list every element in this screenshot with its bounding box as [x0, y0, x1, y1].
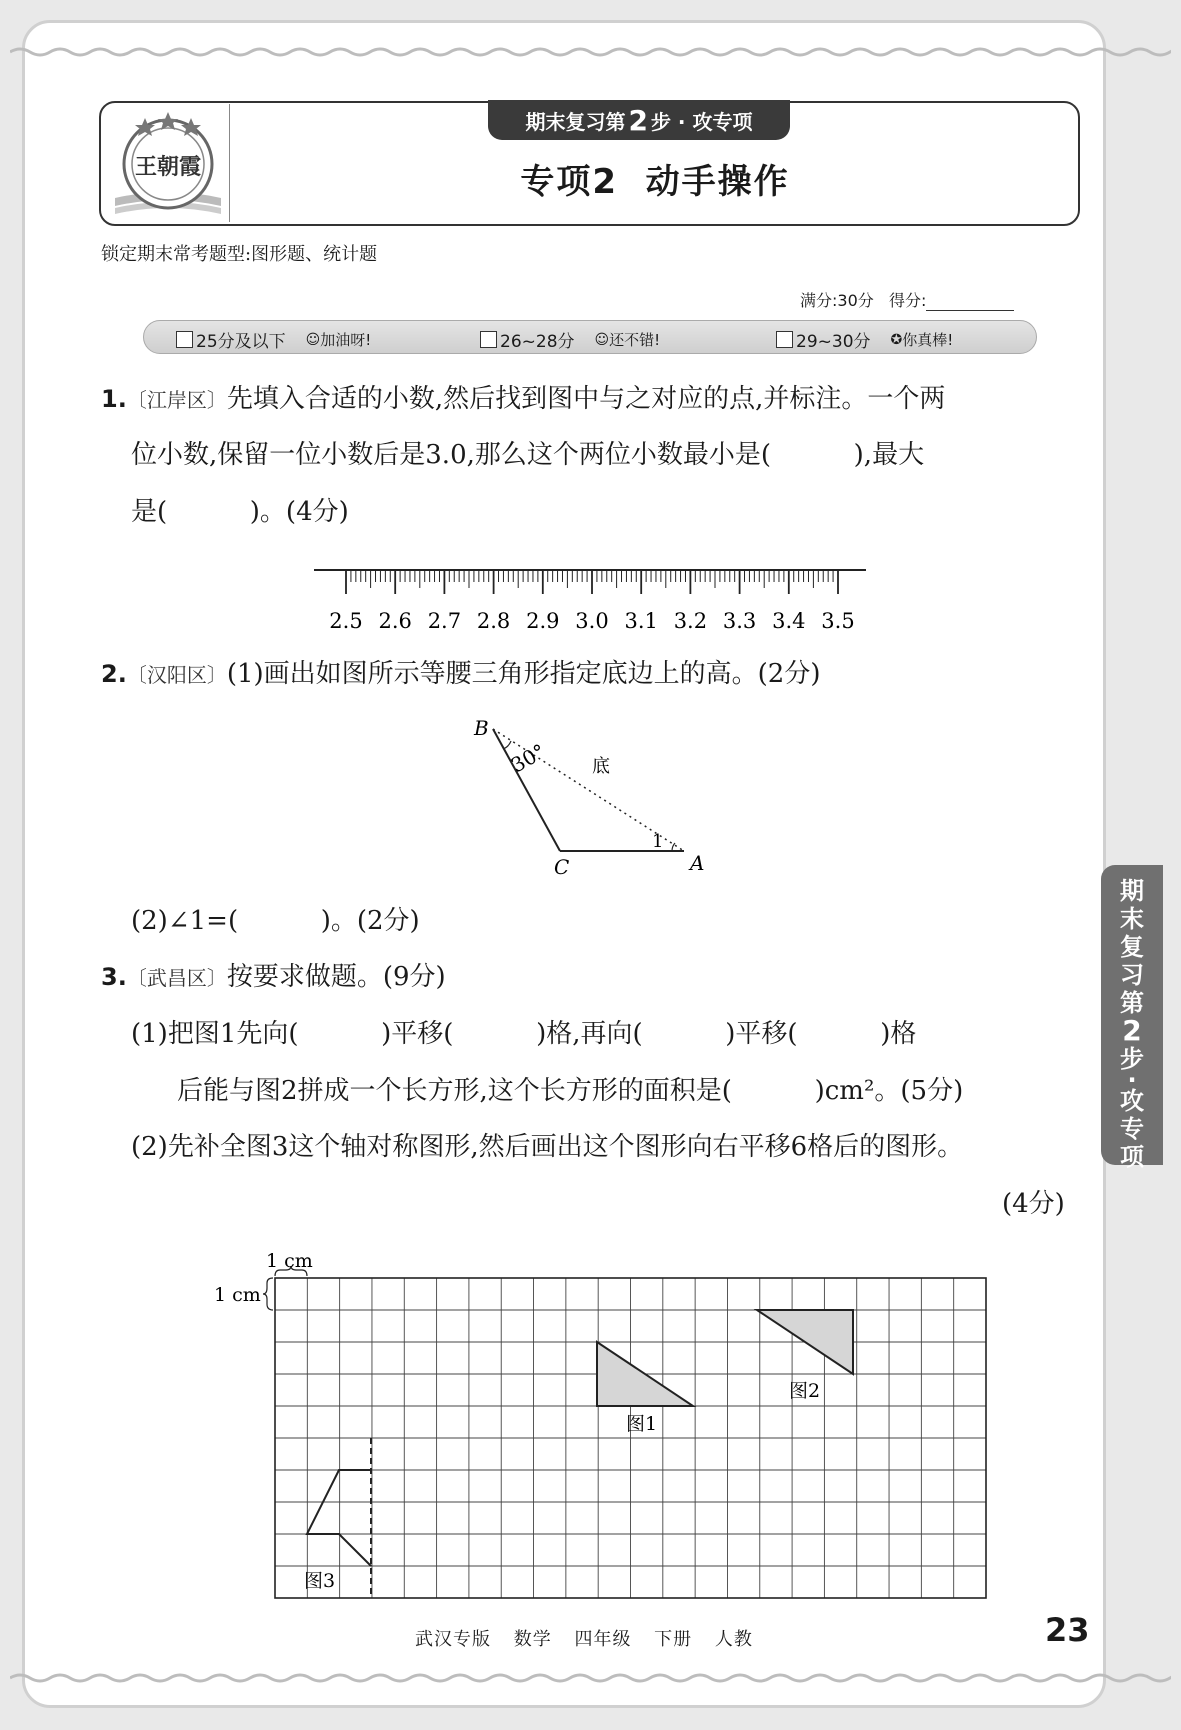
angle-B-label: 30°: [506, 738, 550, 778]
figure-2-label: 图2: [789, 1380, 821, 1402]
q1-text1: 先填入合适的小数,然后找到图中与之对应的点,并标注。一个两: [226, 384, 946, 414]
star-icon: ✪: [890, 331, 903, 348]
figure-1-label: 图1: [626, 1413, 658, 1435]
ruler-tick-label: 3.4: [772, 609, 806, 633]
q3-text1: 按要求做题。(9分): [226, 962, 446, 992]
q3-line2: (1)把图1先向( )平移( )格,再向( )平移( )格: [131, 1019, 917, 1049]
q3-number: 3.: [101, 963, 127, 991]
ruler-labels: [329, 609, 854, 633]
rating-comment: 你真棒!: [902, 331, 954, 349]
side-tab-char: ·: [1127, 1066, 1137, 1094]
rating-checkbox[interactable]: [480, 331, 497, 348]
rating-checkbox[interactable]: [176, 331, 193, 348]
q1-line3: 是( )。(4分): [131, 497, 349, 527]
q2-text1: (1)画出如图所示等腰三角形指定底边上的高。(2分): [226, 659, 821, 689]
page-number: 23: [1045, 1611, 1090, 1649]
grid-figure: [200, 1240, 1000, 1610]
full-score: 满分:30分: [800, 291, 874, 310]
label-C: C: [554, 855, 570, 879]
label-A: A: [690, 851, 705, 875]
rating-item: [776, 327, 953, 352]
ruler-tick-label: 2.8: [476, 609, 511, 633]
q2-number: 2.: [101, 660, 127, 688]
figure-3-half: [307, 1470, 371, 1566]
q2-district: 〔汉阳区〕: [126, 663, 227, 687]
grid-lines: [275, 1278, 986, 1598]
label-B: B: [474, 716, 489, 740]
side-tab-char: 专: [1120, 1115, 1144, 1143]
q1-line2: 位小数,保留一位小数后是3.0,那么这个两位小数最小是( ),最大: [131, 440, 925, 470]
angle-1-label: 1: [652, 831, 664, 852]
step-tab-prefix: 期末复习第: [525, 109, 626, 134]
q3-line1: [101, 961, 446, 994]
score-line: [800, 288, 1014, 311]
side-tab-char: 攻: [1120, 1087, 1144, 1115]
rating-range: 29~30分: [796, 332, 871, 352]
side-chapter-tab: [1101, 865, 1163, 1171]
ruler-tick-label: 2.7: [427, 609, 462, 633]
triangle-figure: [460, 712, 720, 882]
side-tab-char: 步: [1120, 1045, 1144, 1073]
step-tab: [488, 100, 790, 140]
q3-line4: (2)先补全图3这个轴对称图形,然后画出这个图形向右平移6格后的图形。: [131, 1132, 964, 1162]
ruler-tick-label: 3.1: [624, 609, 658, 633]
rating-range: 25分及以下: [196, 332, 286, 352]
ruler-tick-label: 3.2: [673, 609, 708, 633]
bottom-wave-border: [10, 1672, 1171, 1684]
q1-district: 〔江岸区〕: [126, 388, 227, 412]
subtitle: 锁定期末常考题型:图形题、统计题: [101, 244, 378, 265]
side-tab-char: 项: [1120, 1143, 1144, 1171]
got-score-label: 得分:: [889, 291, 927, 310]
side-tab-char: 期: [1120, 877, 1144, 905]
angle-1-arc: [672, 843, 675, 851]
rating-bar: [143, 320, 1037, 354]
rating-comment: 加油呀!: [320, 331, 372, 349]
rating-comment: 还不错!: [609, 331, 661, 349]
top-wave-border: [10, 46, 1171, 58]
rating-range: 26~28分: [500, 332, 575, 352]
unit-top-label: 1 cm: [266, 1250, 313, 1272]
ruler-tick-label: 2.9: [526, 609, 560, 633]
side-tab-char: 习: [1120, 961, 1144, 989]
q3-district: 〔武昌区〕: [126, 966, 227, 990]
q3-line3: 后能与图2拼成一个长方形,这个长方形的面积是( )cm²。(5分): [177, 1076, 964, 1106]
ruler-tick-label: 2.5: [329, 609, 363, 633]
logo-text: 王朝霞: [134, 154, 202, 180]
q1-number: 1.: [101, 385, 127, 413]
rating-item: [176, 327, 371, 352]
rating-item: [480, 327, 660, 352]
figure-3-label: 图3: [304, 1570, 336, 1592]
ruler-ticks: [346, 570, 838, 594]
cheer-icon: ☺: [594, 331, 610, 348]
step-tab-number: 2: [628, 103, 648, 137]
footer-text: 武汉专版 数学 四年级 下册 人教: [415, 1629, 753, 1650]
page-title: 专项2 动手操作: [520, 162, 790, 202]
side-tab-char: 复: [1120, 933, 1144, 961]
side-tab-char: 2: [1122, 1014, 1142, 1047]
q2-line1: [101, 658, 821, 691]
side-tab-char: 第: [1120, 989, 1144, 1017]
step-tab-suffix: 步 · 攻专项: [650, 109, 753, 134]
unit-brace-left: [263, 1278, 273, 1310]
ruler-tick-label: 2.6: [378, 609, 412, 633]
logo-emblem: [105, 106, 231, 220]
ruler-tick-label: 3.5: [821, 609, 855, 633]
base-label: 底: [592, 756, 610, 777]
q2-line2: (2)∠1=( )。(2分): [131, 906, 420, 936]
side-tab-char: 末: [1120, 905, 1144, 933]
ruler-tick-label: 3.3: [722, 609, 757, 633]
ruler-number-line: [310, 562, 880, 640]
ruler-tick-label: 3.0: [575, 609, 609, 633]
score-blank[interactable]: [926, 294, 1014, 311]
q3-line5: (4分): [1002, 1189, 1065, 1219]
unit-left-label: 1 cm: [214, 1284, 261, 1306]
cheer-icon: ☺: [305, 331, 321, 348]
rating-checkbox[interactable]: [776, 331, 793, 348]
q1-line1: [101, 383, 945, 416]
